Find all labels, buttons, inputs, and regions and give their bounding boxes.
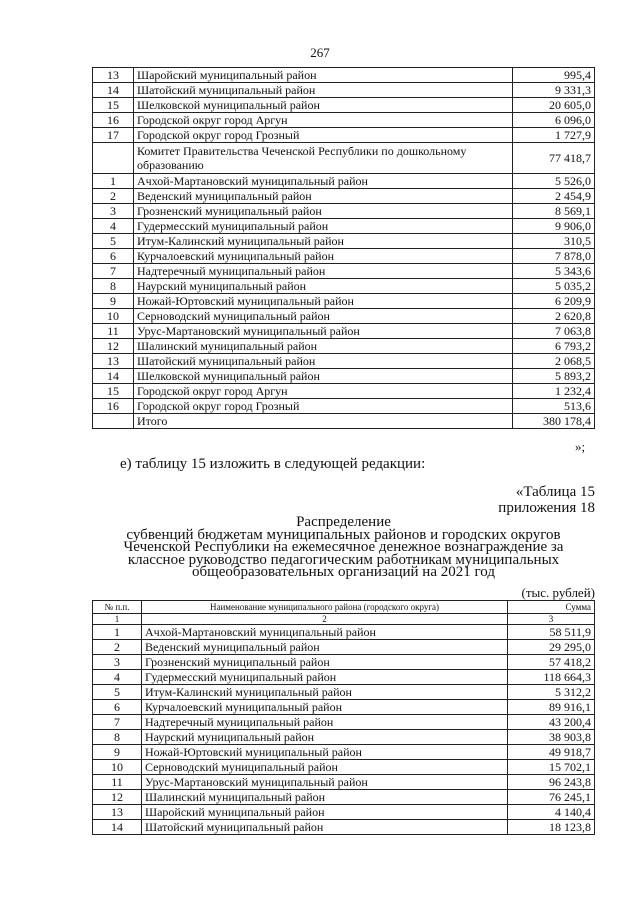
district-name: Надтеречный муниципальный район [134,264,513,279]
row-number: 15 [93,98,134,113]
row-number: 11 [93,324,134,339]
row-number: 3 [93,655,142,670]
row-number: 6 [93,249,134,264]
table-row [93,354,595,369]
table1-body [93,68,595,429]
table-row [93,234,595,249]
header-sum: Сумма [508,601,595,614]
amount: 9 906,0 [513,219,595,234]
table-row [93,715,595,730]
amount: 118 664,3 [508,670,595,685]
amount: 89 916,1 [508,700,595,715]
amendment-instruction: е) таблицу 15 изложить в следующей редакции: [120,456,426,472]
district-name: Итого [134,414,513,429]
district-name: Шатойский муниципальный район [134,83,513,98]
title-line: классное руководство педагогическим работникам муниципальных [127,551,560,568]
row-number: 9 [93,745,142,760]
amount: 6 096,0 [513,113,595,128]
table-row [93,790,595,805]
table-row [93,685,595,700]
row-number: 6 [93,700,142,715]
amount: 58 511,9 [508,625,595,640]
row-number: 14 [93,369,134,384]
district-name: Шелковской муниципальный район [134,369,513,384]
amount: 9 331,3 [513,83,595,98]
amount: 995,4 [513,68,595,83]
district-name: Итум-Калинский муниципальный район [142,685,508,700]
amount: 15 702,1 [508,760,595,775]
amount: 18 123,8 [508,820,595,835]
district-name: Надтеречный муниципальный район [142,715,508,730]
header-num: № п.п. [93,601,142,614]
row-number: 13 [93,68,134,83]
row-number: 10 [93,760,142,775]
table-row [93,339,595,354]
district-name: Наурский муниципальный район [134,279,513,294]
table-row [93,279,595,294]
table-row [93,294,595,309]
table-row [93,249,595,264]
amount: 2 620,8 [513,309,595,324]
district-name: Грозненский муниципальный район [134,204,513,219]
table-row [93,670,595,685]
table-row [93,98,595,113]
district-name: Ачхой-Мартановский муниципальный район [134,174,513,189]
row-number: 13 [93,354,134,369]
units-label: (тыс. рублей) [521,585,595,600]
district-name: Серноводский муниципальный район [134,309,513,324]
row-number: 4 [93,219,134,234]
row-number: 13 [93,805,142,820]
row-number: 10 [93,309,134,324]
amount: 7 878,0 [513,249,595,264]
district-name: Шалинский муниципальный район [134,339,513,354]
district-name: Курчалоевский муниципальный район [142,700,508,715]
amount: 5 312,2 [508,685,595,700]
row-number: 3 [93,204,134,219]
table-row [93,143,595,174]
district-name: Шаройский муниципальный район [142,805,508,820]
table-row [93,655,595,670]
amount: 2 454,9 [513,189,595,204]
table-caption-appendix: приложения 18 [498,500,595,516]
row-number: 7 [93,264,134,279]
row-number: 8 [93,730,142,745]
index-cell: 2 [142,614,508,625]
table-caption-number: «Таблица 15 [515,484,595,500]
row-number: 8 [93,279,134,294]
index-cell: 3 [508,614,595,625]
amount: 57 418,2 [508,655,595,670]
amount: 29 295,0 [508,640,595,655]
row-number: 4 [93,670,142,685]
table-row [93,820,595,835]
row-number: 9 [93,294,134,309]
district-name: Серноводский муниципальный район [142,760,508,775]
amount: 6 209,9 [513,294,595,309]
district-name: Курчалоевский муниципальный район [134,249,513,264]
amount: 7 063,8 [513,324,595,339]
amount: 96 243,8 [508,775,595,790]
row-number: 11 [93,775,142,790]
district-name: Урус-Мартановский муниципальный район [142,775,508,790]
district-name: Гудермесский муниципальный район [142,670,508,685]
row-number: 14 [93,820,142,835]
closing-quote-mark: »; [575,439,586,454]
district-name: Городской округ город Аргун [134,384,513,399]
row-number: 2 [93,640,142,655]
header-row [93,601,595,614]
amount: 43 200,4 [508,715,595,730]
table-row [93,414,595,429]
amount: 77 418,7 [513,143,595,174]
table2-header [93,601,595,614]
amount: 1 727,9 [513,128,595,143]
district-name: Шатойский муниципальный район [134,354,513,369]
district-name: Шаройский муниципальный район [134,68,513,83]
district-name: Комитет Правительства Чеченской Республики по дошкольному образованию [134,143,513,174]
row-number [93,143,134,174]
row-number: 15 [93,384,134,399]
table-row [93,204,595,219]
amount: 5 526,0 [513,174,595,189]
row-number: 5 [93,685,142,700]
row-number: 7 [93,715,142,730]
header-name: Наименование муниципального района (городского округа) [142,601,508,614]
amount: 5 343,6 [513,264,595,279]
district-name: Гудермесский муниципальный район [134,219,513,234]
row-number: 2 [93,189,134,204]
title-line: Распределение [296,514,391,530]
table-row [93,399,595,414]
row-number: 12 [93,339,134,354]
district-name: Ачхой-Мартановский муниципальный район [142,625,508,640]
table-row [93,640,595,655]
row-number: 5 [93,234,134,249]
table-row [93,805,595,820]
row-number: 1 [93,174,134,189]
table-row [93,219,595,234]
district-name: Городской округ город Грозный [134,128,513,143]
row-number: 12 [93,790,142,805]
row-number: 17 [93,128,134,143]
table-row [93,775,595,790]
table2-body [93,614,595,835]
table-row [93,324,595,339]
amount: 6 793,2 [513,339,595,354]
district-name: Наурский муниципальный район [142,730,508,745]
table-row [93,700,595,715]
amount: 38 903,8 [508,730,595,745]
subvention-table-continued [92,67,595,429]
title-line: общеобразовательных организаций на 2021 год [192,564,495,580]
amount: 310,5 [513,234,595,249]
table-row [93,369,595,384]
district-name: Шалинский муниципальный район [142,790,508,805]
row-number: 16 [93,113,134,128]
row-number: 1 [93,625,142,640]
row-number: 16 [93,399,134,414]
district-name: Веденский муниципальный район [142,640,508,655]
amount: 20 605,0 [513,98,595,113]
table-row [93,384,595,399]
amount: 4 140,4 [508,805,595,820]
table-row [93,760,595,775]
table-row [93,730,595,745]
amount: 380 178,4 [513,414,595,429]
table-row [93,174,595,189]
amount: 513,6 [513,399,595,414]
table-row [93,264,595,279]
district-name: Городской округ город Аргун [134,113,513,128]
page-number: 267 [310,45,330,60]
amount: 1 232,4 [513,384,595,399]
district-name: Урус-Мартановский муниципальный район [134,324,513,339]
index-cell: 1 [93,614,142,625]
table-row [93,625,595,640]
amount: 49 918,7 [508,745,595,760]
table-row [93,113,595,128]
title-line: субвенций бюджетам муниципальных районов и городских округов [126,526,561,543]
distribution-title [92,516,595,579]
row-number: 14 [93,83,134,98]
district-name: Шелковской муниципальный район [134,98,513,113]
district-name: Ножай-Юртовский муниципальный район [134,294,513,309]
amount: 76 245,1 [508,790,595,805]
district-name: Шатойский муниципальный район [142,820,508,835]
district-name: Грозненский муниципальный район [142,655,508,670]
distribution-table [92,600,595,835]
district-name: Ножай-Юртовский муниципальный район [142,745,508,760]
table-row [93,745,595,760]
amount: 5 893,2 [513,369,595,384]
table-row [93,83,595,98]
column-index-row [93,614,595,625]
table-row [93,128,595,143]
title-line: Чеченской Республики на ежемесячное денежное вознаграждение за [123,539,564,555]
table-row [93,309,595,324]
district-name: Итум-Калинский муниципальный район [134,234,513,249]
district-name: Городской округ город Грозный [134,399,513,414]
district-name: Веденский муниципальный район [134,189,513,204]
row-number [93,414,134,429]
amount: 5 035,2 [513,279,595,294]
table-row [93,189,595,204]
amount: 8 569,1 [513,204,595,219]
table-row [93,68,595,83]
amount: 2 068,5 [513,354,595,369]
